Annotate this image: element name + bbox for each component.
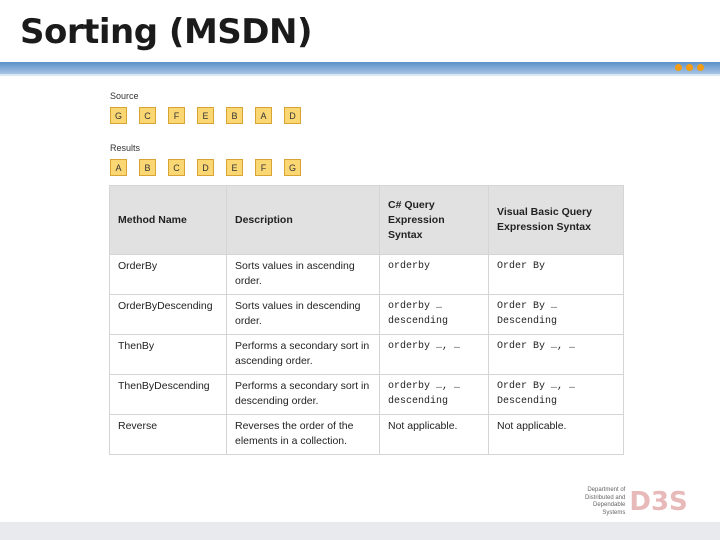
sorting-methods-table	[109, 185, 624, 455]
results-label: Results	[110, 143, 141, 153]
logo-line: Dependable	[592, 502, 626, 508]
source-item: A	[255, 107, 272, 124]
dot-icon	[686, 64, 693, 71]
table-header-row	[110, 186, 624, 255]
vb-syntax-cell: Order By … Descending	[489, 295, 624, 335]
results-sequence	[110, 159, 313, 176]
source-item: B	[226, 107, 243, 124]
method-name-cell: Reverse	[110, 415, 227, 455]
result-item: A	[110, 159, 127, 176]
result-item: D	[197, 159, 214, 176]
slide-title: Sorting (MSDN)	[20, 12, 312, 52]
vb-syntax-cell: Not applicable.	[489, 415, 624, 455]
d3s-logo-icon: D3S	[629, 487, 688, 517]
vb-syntax-cell: Order By	[489, 255, 624, 295]
csharp-syntax-cell: orderby …, … descending	[380, 375, 489, 415]
vb-syntax-cell: Order By …, …	[489, 335, 624, 375]
source-item: D	[284, 107, 301, 124]
department-logo	[585, 487, 688, 517]
csharp-syntax-cell: orderby … descending	[380, 295, 489, 335]
header-csharp-syntax: C# Query Expression Syntax	[380, 186, 489, 255]
method-name-cell: OrderBy	[110, 255, 227, 295]
footer-bar	[0, 522, 720, 540]
logo-line: Systems	[602, 509, 626, 516]
description-cell: Performs a secondary sort in descending order.	[227, 375, 380, 415]
method-name-cell: OrderByDescending	[110, 295, 227, 335]
header-dots	[675, 64, 704, 71]
csharp-syntax-cell: orderby …, …	[380, 335, 489, 375]
result-item: C	[168, 159, 185, 176]
logo-text	[585, 487, 625, 517]
header-bar	[0, 62, 720, 74]
table-row	[110, 415, 624, 455]
result-item: B	[139, 159, 156, 176]
result-item: E	[226, 159, 243, 176]
table-row	[110, 375, 624, 415]
method-name-cell: ThenBy	[110, 335, 227, 375]
result-item: G	[284, 159, 301, 176]
source-item: E	[197, 107, 214, 124]
table-row	[110, 335, 624, 375]
csharp-syntax-cell: Not applicable.	[380, 415, 489, 455]
source-item: G	[110, 107, 127, 124]
result-item: F	[255, 159, 272, 176]
header-vb-syntax: Visual Basic Query Expression Syntax	[489, 186, 624, 255]
source-item: F	[168, 107, 185, 124]
description-cell: Sorts values in ascending order.	[227, 255, 380, 295]
header-method-name: Method Name	[110, 186, 227, 255]
description-cell: Reverses the order of the elements in a collection.	[227, 415, 380, 455]
dot-icon	[697, 64, 704, 71]
table-row	[110, 295, 624, 335]
method-name-cell: ThenByDescending	[110, 375, 227, 415]
csharp-syntax-cell: orderby	[380, 255, 489, 295]
source-sequence	[110, 107, 313, 124]
vb-syntax-cell: Order By …, … Descending	[489, 375, 624, 415]
source-label: Source	[110, 91, 139, 101]
table-row	[110, 255, 624, 295]
source-item: C	[139, 107, 156, 124]
description-cell: Sorts values in descending order.	[227, 295, 380, 335]
logo-line: Department of	[587, 487, 626, 493]
description-cell: Performs a secondary sort in ascending order.	[227, 335, 380, 375]
dot-icon	[675, 64, 682, 71]
header-description: Description	[227, 186, 380, 255]
header-line	[0, 74, 720, 76]
logo-line: Distributed and	[585, 494, 626, 501]
